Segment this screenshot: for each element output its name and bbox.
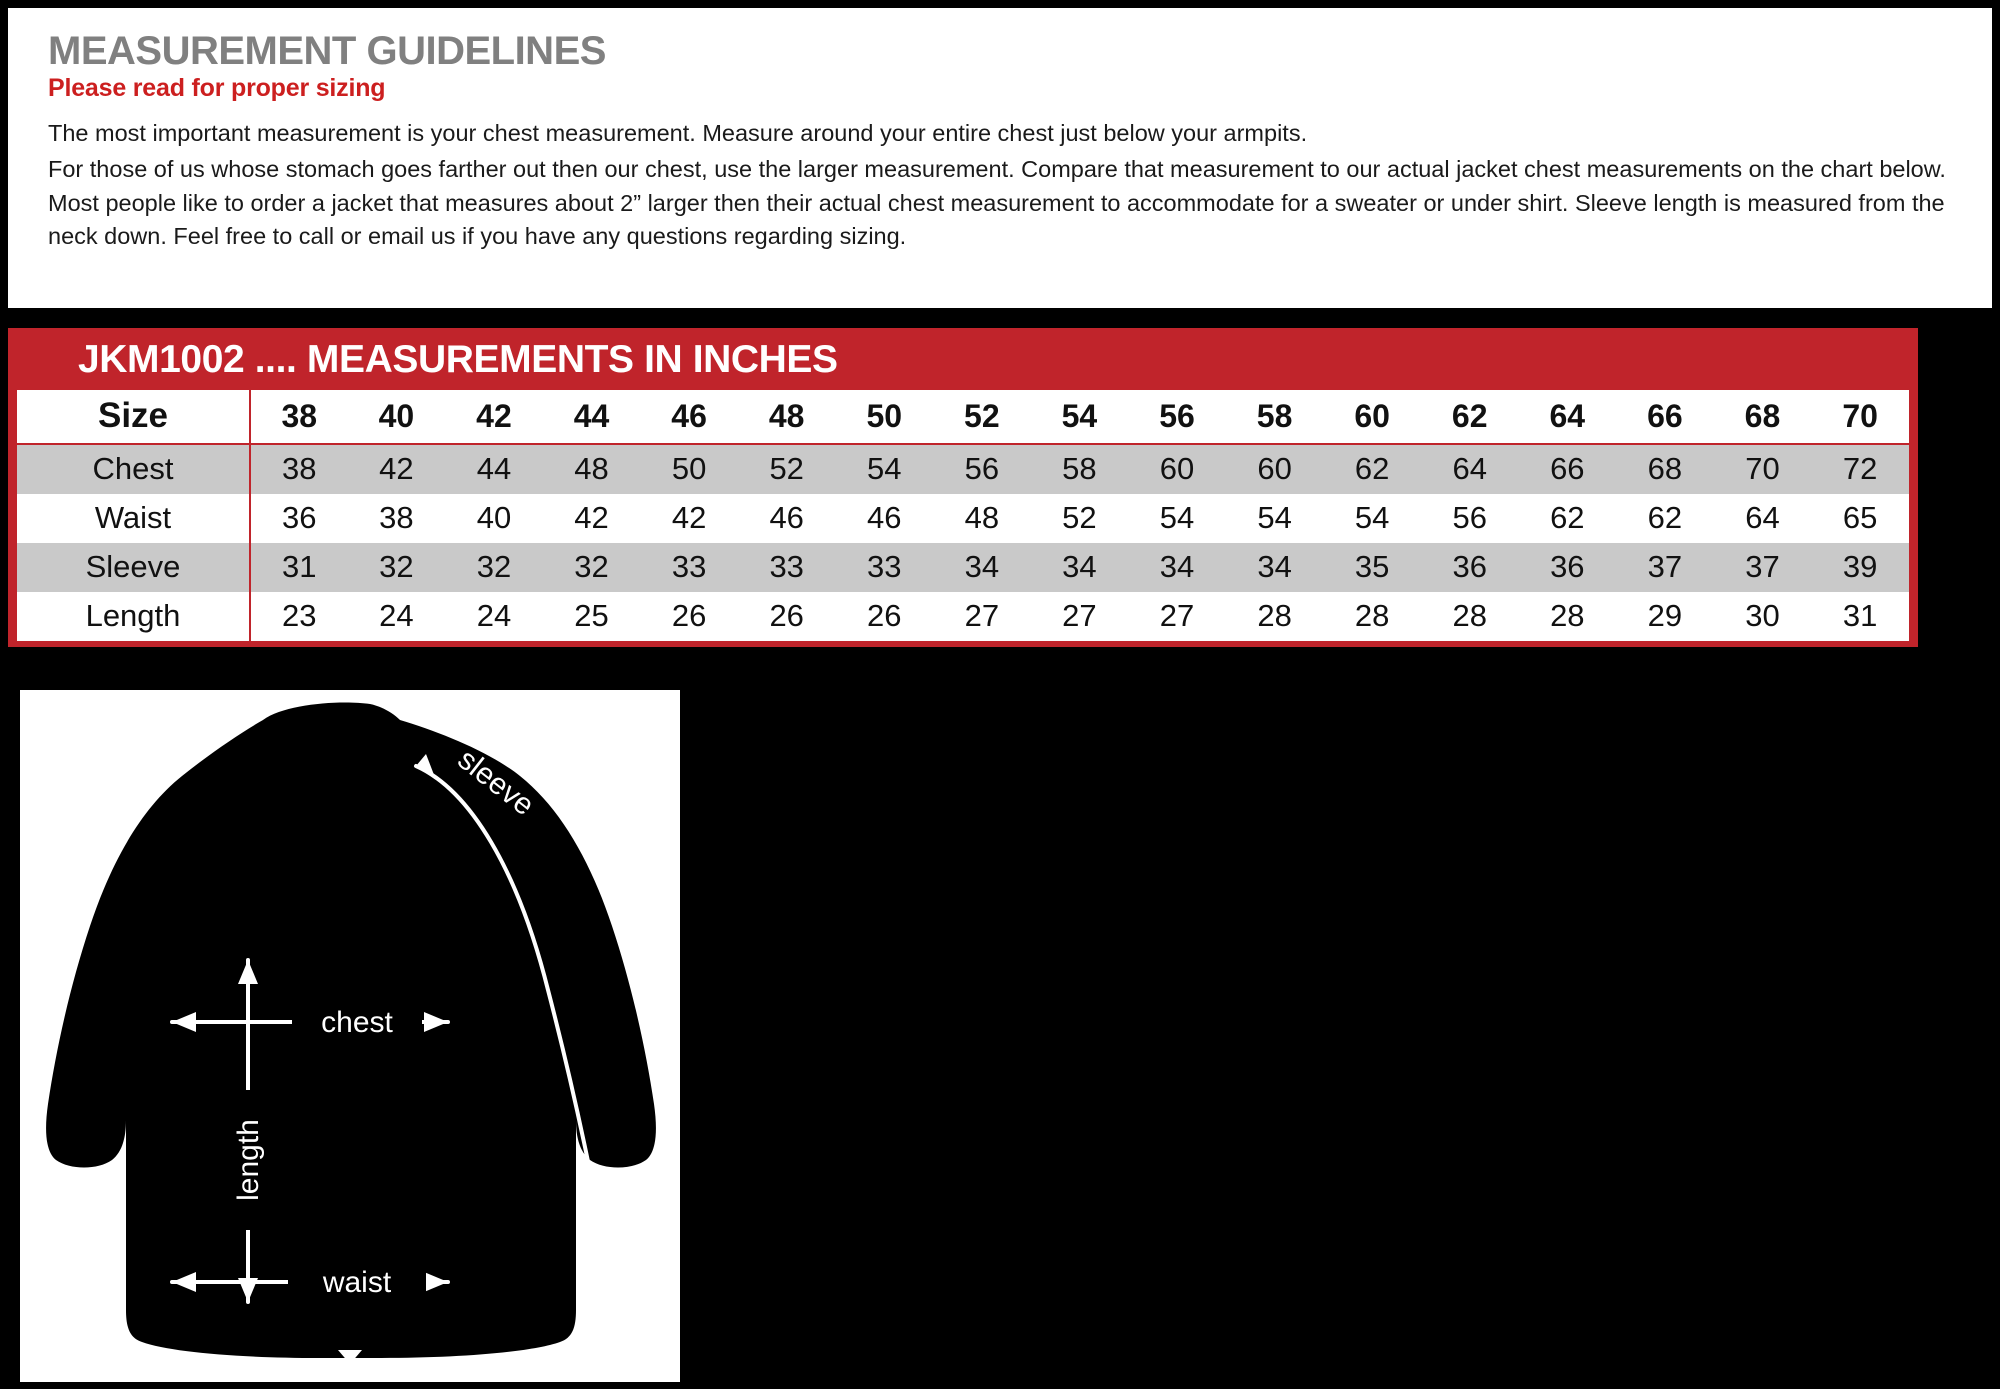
table-header-cell: 42 [445, 390, 543, 444]
table-row-label: Sleeve [17, 543, 250, 592]
guidelines-paragraph-1: The most important measurement is your chest measurement. Measure around your entire chest just below your armpits. [48, 120, 1308, 146]
table-cell: 70 [1714, 444, 1812, 494]
table-cell: 30 [1714, 592, 1812, 641]
table-cell: 64 [1421, 444, 1519, 494]
subtitle: Please read for proper sizing [48, 74, 386, 102]
table-cell: 60 [1128, 444, 1226, 494]
table-cell: 29 [1616, 592, 1714, 641]
table-header-cell: 66 [1616, 390, 1714, 444]
table-cell: 36 [250, 494, 348, 543]
chart-heading: JKM1002 .... MEASUREMENTS IN INCHES [78, 338, 838, 381]
table-cell: 72 [1811, 444, 1909, 494]
table-cell: 31 [250, 543, 348, 592]
table-cell: 24 [445, 592, 543, 641]
table-cell: 33 [835, 543, 933, 592]
table-cell: 23 [250, 592, 348, 641]
table-cell: 34 [1128, 543, 1226, 592]
diagram-label-waist: waist [322, 1266, 392, 1299]
table-cell: 58 [1031, 444, 1129, 494]
table-cell: 28 [1519, 592, 1617, 641]
table-cell: 42 [348, 444, 446, 494]
table-cell: 28 [1421, 592, 1519, 641]
table-cell: 65 [1811, 494, 1909, 543]
table-cell: 39 [1811, 543, 1909, 592]
table-header-cell: 64 [1519, 390, 1617, 444]
table-cell: 44 [445, 444, 543, 494]
table-header-cell: 62 [1421, 390, 1519, 444]
table-cell: 46 [738, 494, 836, 543]
table-cell: 56 [933, 444, 1031, 494]
table-row-label: Length [17, 592, 250, 641]
table-cell: 37 [1616, 543, 1714, 592]
table-cell: 37 [1714, 543, 1812, 592]
table-row [17, 494, 1909, 543]
table-cell: 32 [445, 543, 543, 592]
table-cell: 26 [835, 592, 933, 641]
table-cell: 62 [1323, 444, 1421, 494]
table-cell: 36 [1519, 543, 1617, 592]
table-cell: 24 [348, 592, 446, 641]
table-cell: 50 [640, 444, 738, 494]
table-row [17, 543, 1909, 592]
diagram-label-sleeve: sleeve [451, 742, 541, 823]
table-cell: 26 [640, 592, 738, 641]
table-header-cell: 44 [543, 390, 641, 444]
table-header-cell: 52 [933, 390, 1031, 444]
table-cell: 32 [543, 543, 641, 592]
table-cell: 54 [1128, 494, 1226, 543]
table-cell: 25 [543, 592, 641, 641]
table-cell: 34 [1031, 543, 1129, 592]
table-cell: 27 [1031, 592, 1129, 641]
table-cell: 28 [1323, 592, 1421, 641]
table-header-cell: 70 [1811, 390, 1909, 444]
table-cell: 42 [543, 494, 641, 543]
page-title: MEASUREMENT GUIDELINES [48, 29, 606, 73]
measurement-guidelines-panel [8, 8, 1992, 308]
table-cell: 32 [348, 543, 446, 592]
table-header-cell: 38 [250, 390, 348, 444]
table-header-cell: 68 [1714, 390, 1812, 444]
table-cell: 38 [348, 494, 446, 543]
table-cell: 52 [738, 444, 836, 494]
table-header-cell: 54 [1031, 390, 1129, 444]
table-cell: 52 [1031, 494, 1129, 543]
table-row-label: Waist [17, 494, 250, 543]
table-cell: 54 [835, 444, 933, 494]
table-cell: 31 [1811, 592, 1909, 641]
table-cell: 60 [1226, 444, 1324, 494]
table-cell: 36 [1421, 543, 1519, 592]
table-cell: 62 [1616, 494, 1714, 543]
table-cell: 54 [1226, 494, 1324, 543]
table-header-size: Size [17, 390, 250, 444]
table-header-cell: 48 [738, 390, 836, 444]
table-header-cell: 60 [1323, 390, 1421, 444]
table-cell: 66 [1519, 444, 1617, 494]
table-cell: 35 [1323, 543, 1421, 592]
table-cell: 68 [1616, 444, 1714, 494]
table-cell: 40 [445, 494, 543, 543]
table-cell: 56 [1421, 494, 1519, 543]
table-cell: 27 [1128, 592, 1226, 641]
table-cell: 34 [1226, 543, 1324, 592]
table-header-cell: 40 [348, 390, 446, 444]
table-header-row [17, 390, 1909, 444]
table-row [17, 592, 1909, 641]
table-cell: 33 [738, 543, 836, 592]
guidelines-paragraph-2: For those of us whose stomach goes farther out then our chest, use the larger measurement. Compare that measurement to our actual jacket chest measurements on the chart below. Most people like to order a jacket that measures about 2” larger then their actual chest measurement to accommodate for a sweater or under shirt. Sleeve length is measured from the neck down. Feel free to call or email us if you have any questions regarding sizing. [48, 156, 1946, 250]
table-cell: 38 [250, 444, 348, 494]
table-cell: 34 [933, 543, 1031, 592]
table-cell: 48 [543, 444, 641, 494]
table-row-label: Chest [17, 444, 250, 494]
diagram-label-length: length [232, 1119, 265, 1201]
jacket-diagram [20, 690, 680, 1382]
table-cell: 33 [640, 543, 738, 592]
guidelines-body [48, 117, 1952, 253]
table-cell: 27 [933, 592, 1031, 641]
table-cell: 54 [1323, 494, 1421, 543]
table-header-cell: 50 [835, 390, 933, 444]
table-cell: 46 [835, 494, 933, 543]
size-chart-block [8, 328, 1918, 647]
table-cell: 48 [933, 494, 1031, 543]
table-cell: 42 [640, 494, 738, 543]
table-cell: 28 [1226, 592, 1324, 641]
table-row [17, 444, 1909, 494]
table-header-cell: 46 [640, 390, 738, 444]
table-header-cell: 56 [1128, 390, 1226, 444]
diagram-label-chest: chest [321, 1006, 393, 1039]
table-header-cell: 58 [1226, 390, 1324, 444]
table-cell: 64 [1714, 494, 1812, 543]
measurements-table [17, 390, 1909, 641]
table-cell: 62 [1519, 494, 1617, 543]
table-cell: 26 [738, 592, 836, 641]
